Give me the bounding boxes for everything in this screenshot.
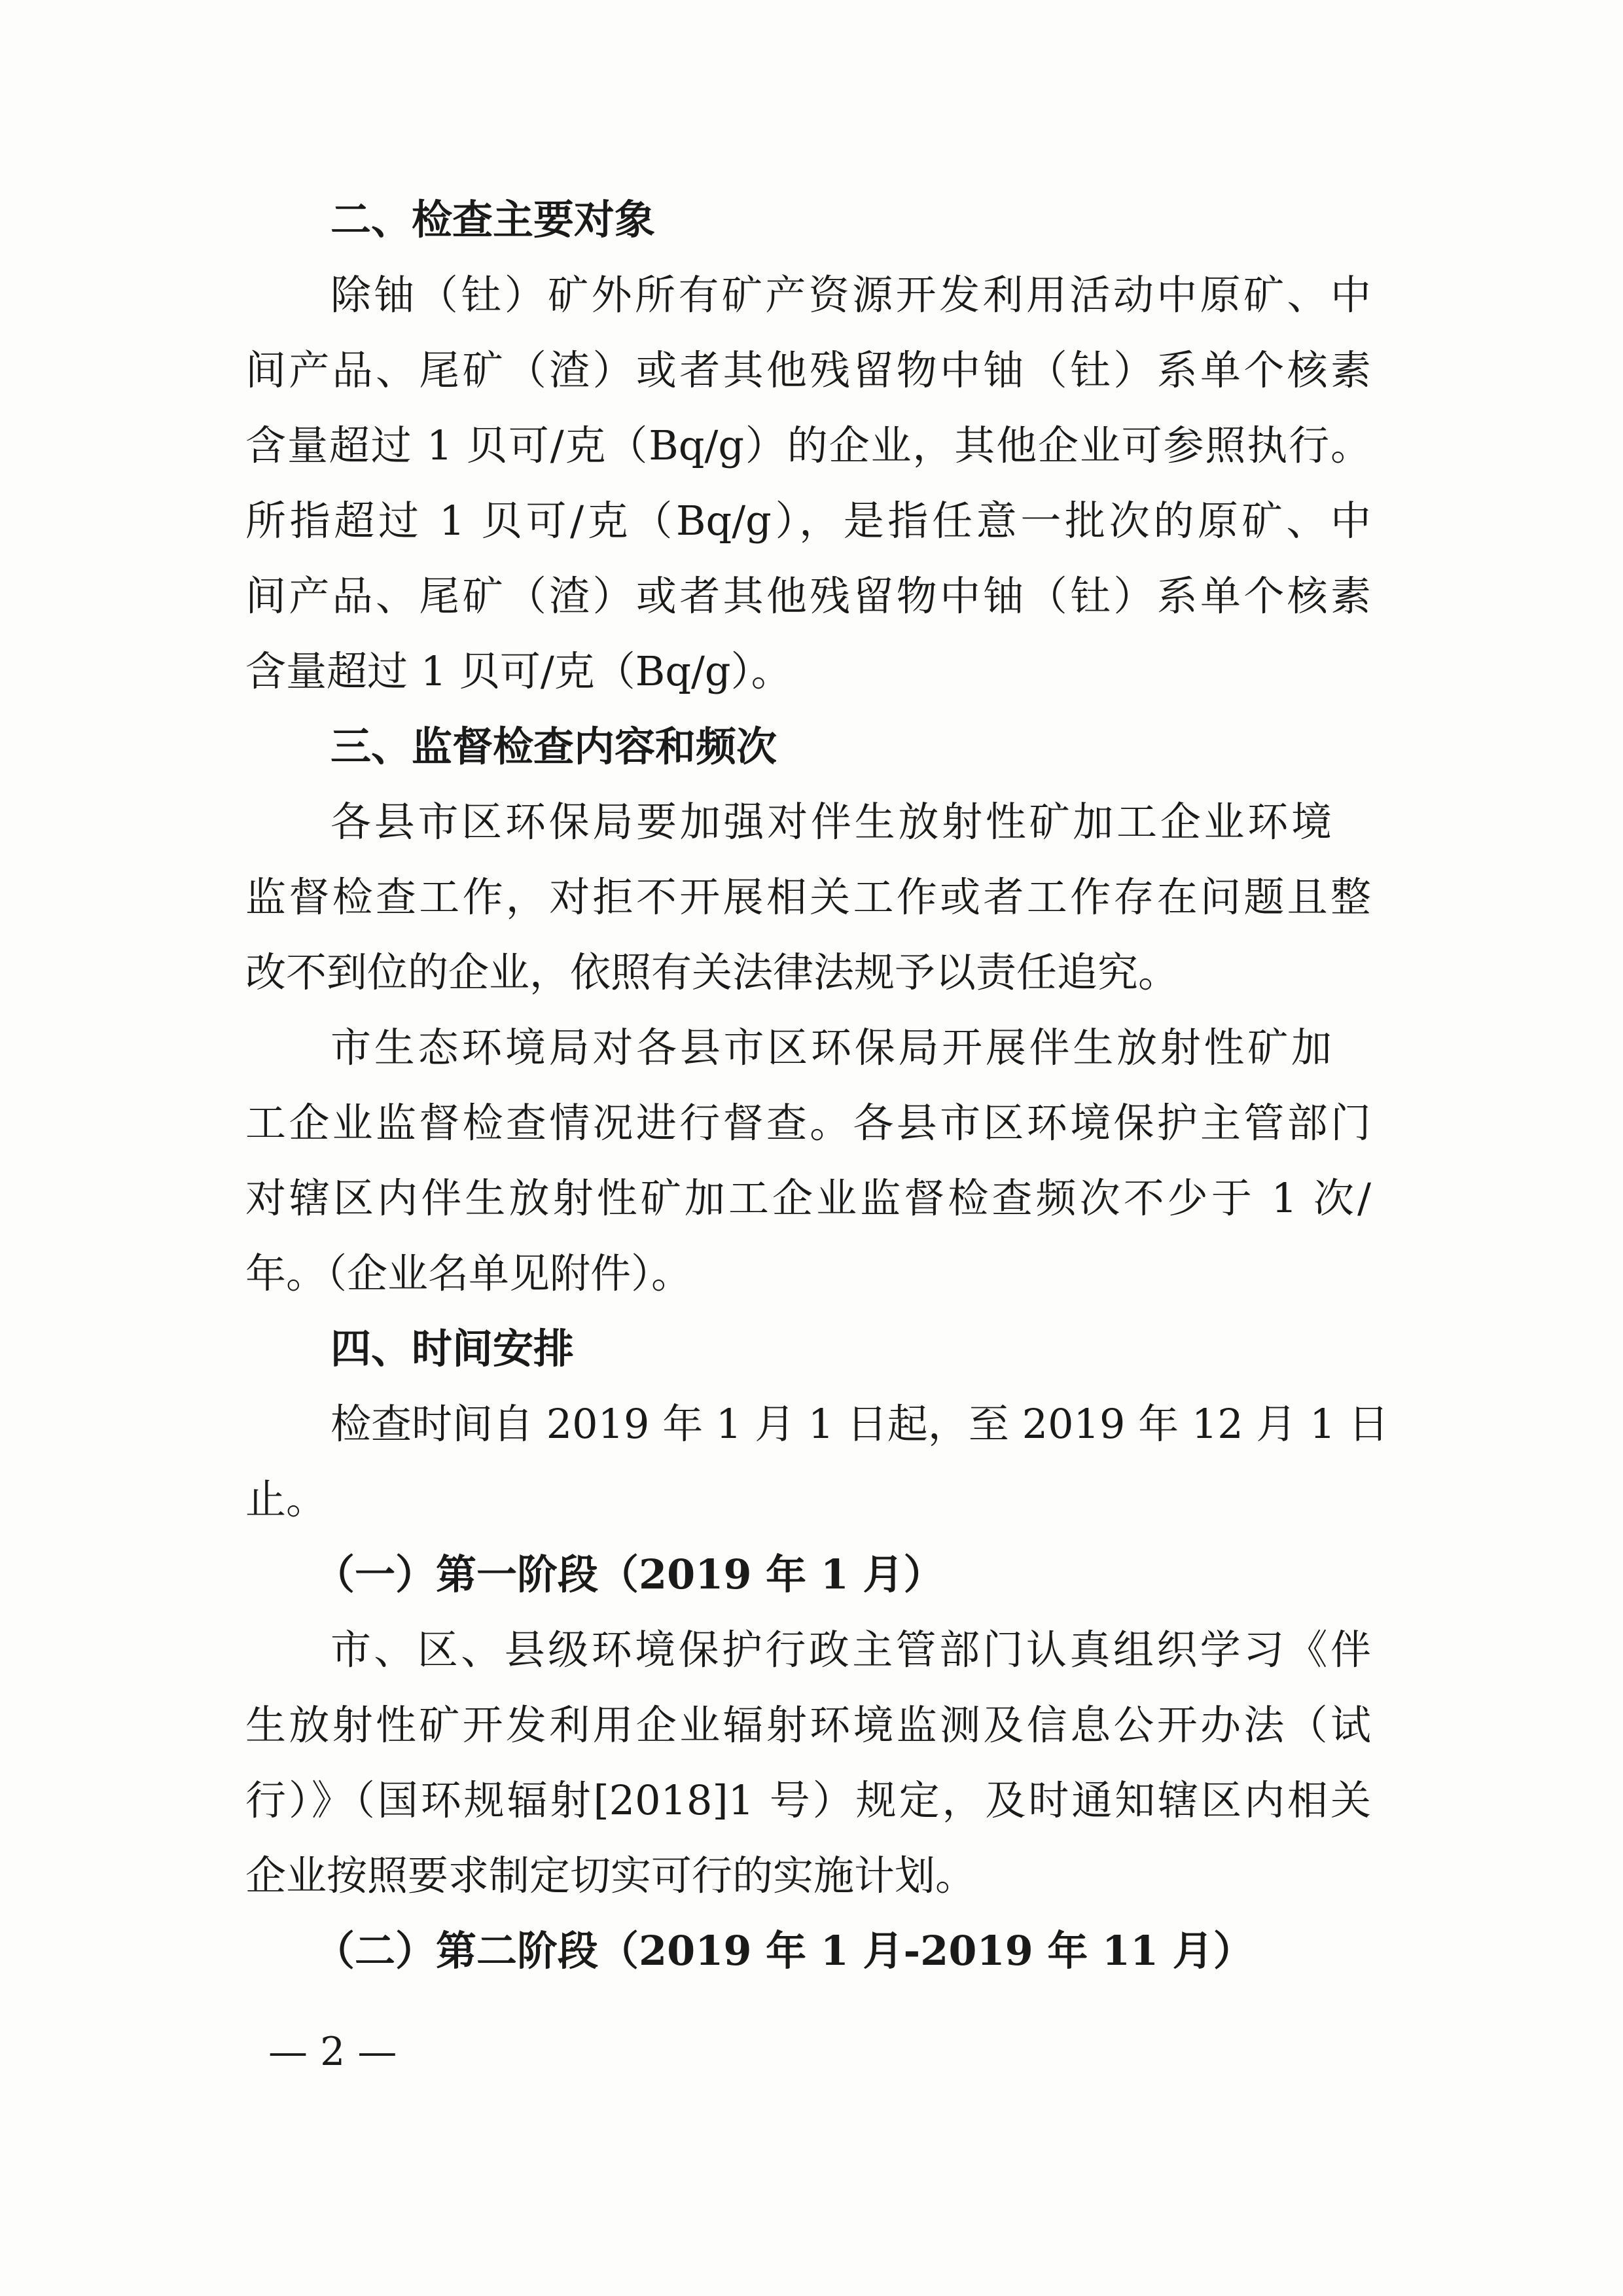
paragraph-line: 检查时间自 2019 年 1 月 1 日起，至 2019 年 12 月 1 日 xyxy=(330,1400,1389,1448)
paragraph-line: 市生态环境局对各县市区环保局开展伴生放射性矿加 xyxy=(330,1024,1332,1071)
paragraph-line: 改不到位的企业，依照有关法律法规予以责任追究。 xyxy=(245,948,1179,996)
paragraph-line: 所指超过 1 贝可/克（Bq/g），是指任意一批次的原矿、中 xyxy=(245,497,1371,545)
paragraph-line: 止。 xyxy=(245,1475,327,1523)
page-number: — 2 — xyxy=(268,2029,397,2075)
section-heading: 二、检查主要对象 xyxy=(330,196,656,243)
paragraph-line: 监督检查工作，对拒不开展相关工作或者工作存在问题且整 xyxy=(245,873,1371,921)
paragraph-line: 企业按照要求制定切实可行的实施计划。 xyxy=(245,1852,976,1899)
paragraph-line: 除铀（钍）矿外所有矿产资源开发利用活动中原矿、中 xyxy=(330,271,1371,319)
paragraph-line: 行）》（国环规辐射[2018]1 号）规定，及时通知辖区内相关 xyxy=(245,1776,1371,1824)
paragraph-line: 间产品、尾矿（渣）或者其他残留物中铀（钍）系单个核素 xyxy=(245,346,1371,394)
paragraph-line: 间产品、尾矿（渣）或者其他残留物中铀（钍）系单个核素 xyxy=(245,572,1371,620)
paragraph-line: 工企业监督检查情况进行督查。各县市区环境保护主管部门 xyxy=(245,1099,1371,1147)
section-heading: 三、监督检查内容和频次 xyxy=(330,723,777,770)
subsection-heading: （二）第二阶段（2019 年 1 月-2019 年 11 月） xyxy=(314,1927,1254,1975)
section-heading: 四、时间安排 xyxy=(330,1325,575,1372)
paragraph-line: 各县市区环保局要加强对伴生放射性矿加工企业环境 xyxy=(330,798,1332,846)
subsection-heading: （一）第一阶段（2019 年 1 月） xyxy=(314,1551,944,1598)
paragraph-line: 含量超过 1 贝可/克（Bq/g）。 xyxy=(245,647,792,695)
paragraph-line: 年。（企业名单见附件）。 xyxy=(245,1249,692,1297)
paragraph-line: 含量超过 1 贝可/克（Bq/g）的企业，其他企业可参照执行。 xyxy=(245,422,1371,469)
paragraph-line: 对辖区内伴生放射性矿加工企业监督检查频次不少于 1 次/ xyxy=(245,1174,1371,1222)
paragraph-line: 市、区、县级环境保护行政主管部门认真组织学习《伴 xyxy=(330,1626,1371,1674)
paragraph-line: 生放射性矿开发利用企业辐射环境监测及信息公开办法（试 xyxy=(245,1701,1371,1749)
